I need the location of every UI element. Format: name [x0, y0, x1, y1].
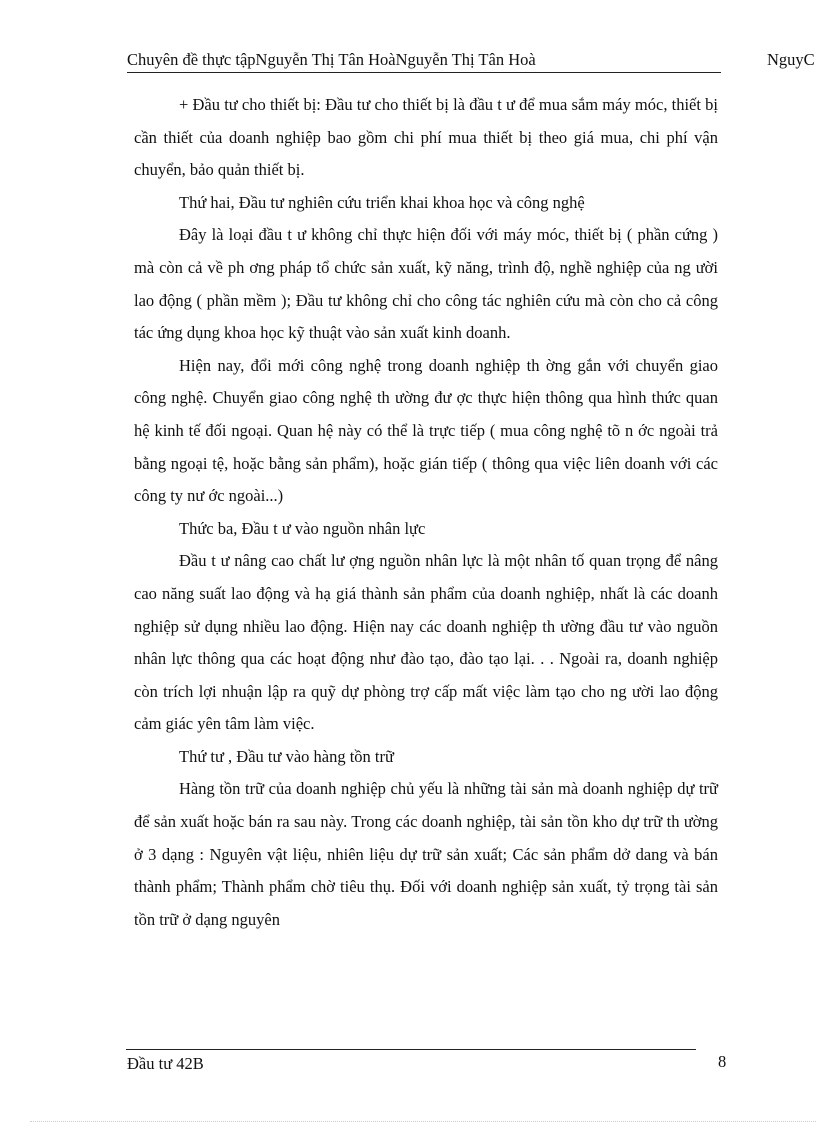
paragraph: + Đầu tư cho thiết bị: Đầu tư cho thiết bị là đầu t ư để mua sắm máy móc, thiết bị cần thiết của doanh nghiệp bao gồm chi phí mua thiết bị theo giá mua, chi phí vận chuyển, bảo quản thiết bị.	[134, 95, 718, 180]
page-header	[127, 50, 721, 73]
paragraph: Hiện nay, đổi mới công nghệ trong doanh nghiệp th ờng gắn với chuyển giao công nghệ. Chuyển giao công nghệ th ường đư ợc thực hiện thông qua hình thức quan hệ kinh tế đối ngoại. Quan hệ này có thể là trực tiếp ( mua công nghệ tõ n ớc ngoài trả bằng ngoại tệ, hoặc bằng sản phẩm), hoặc gián tiếp ( thông qua việc liên doanh với các công ty nư ớc ngoài...)	[134, 355, 718, 506]
section-heading: Thức ba, Đầu t ư vào nguồn nhân lực	[179, 518, 426, 538]
paragraph: Đây là loại đầu t ư không chỉ thực hiện đối với máy móc, thiết bị ( phần cứng ) mà còn cả về ph ơng pháp tổ chức sản xuất, kỹ năng, trình độ, nghề nghiệp của ng ười lao động ( phần mềm ); Đầu tư không chỉ cho công tác nghiên cứu mà còn cho cả công tác ứng dụng khoa học kỹ thuật vào sản xuất kinh doanh.	[134, 225, 718, 343]
document-body	[134, 89, 718, 936]
paragraph: Hàng tồn trữ của doanh nghiệp chủ yếu là những tài sản mà doanh nghiệp dự trữ để sản xuất hoặc bán ra sau này. Trong các doanh nghiệp, tài sản tồn kho dự trữ th ường ở 3 dạng : Nguyên vật liệu, nhiên liệu dự trữ sản xuất; Các sản phẩm dở dang và bán thành phẩm; Thành phẩm chờ tiêu thụ. Đối với doanh nghiệp sản xuất, tỷ trọng tài sản tồn trữ ở dạng nguyên	[134, 779, 718, 929]
page-number: 8	[718, 1052, 727, 1071]
section-heading: Thứ tư , Đầu tư vào hàng tồn trữ	[179, 746, 394, 766]
paragraph: Đầu t ư nâng cao chất lư ợng nguồn nhân lực là một nhân tố quan trọng để nâng cao năng suất lao động và hạ giá thành sản phẩm của doanh nghiệp, nhất là các doanh nghiệp sử dụng nhiều lao động. Hiện nay các doanh nghiệp th ường đầu tư vào nguồn nhân lực thông qua các hoạt động như đào tạo, đào tạo lại. . . Ngoài ra, doanh nghiệp còn trích lợi nhuận lập ra quỹ dự phòng trợ cấp mất việc làm tạo cho ng ười lao động cảm giác yên tâm làm việc.	[134, 551, 718, 734]
footer-label: Đầu tư 42B	[127, 1054, 204, 1073]
page-bottom-divider	[30, 1121, 816, 1122]
header-overflow-text: NguyC	[767, 50, 815, 69]
section-heading: Thứ hai, Đầu tư nghiên cứu triển khai khoa học và công nghệ	[179, 192, 585, 212]
header-text: Chuyên đề thực tậpNguyễn Thị Tân HoàNguyễn Thị Tân Hoà	[127, 50, 536, 69]
footer-rule	[126, 1049, 696, 1050]
